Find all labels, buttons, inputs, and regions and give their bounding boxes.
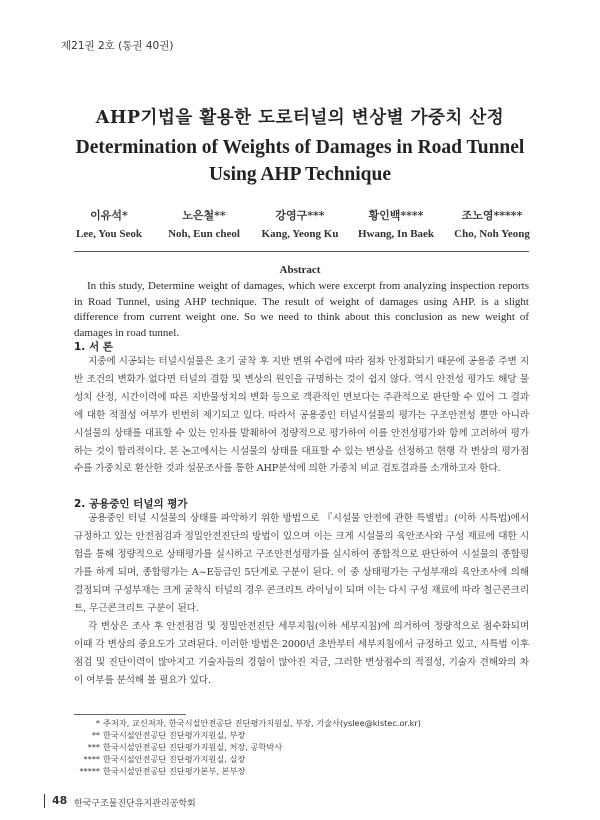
author-2	[154, 207, 254, 240]
volume-header: 제21권 2호 (통권 40권)	[61, 40, 174, 52]
author-5	[442, 207, 542, 240]
header-divider	[74, 251, 529, 252]
author-korean-name: 노은철**	[182, 209, 226, 222]
footnote-mark: *	[95, 718, 100, 728]
author-english-name: Kang, Yeong Ku	[261, 228, 339, 240]
footnote-mark: ****	[83, 754, 100, 764]
korean-title: AHP기법을 활용한 도로터널의 변상별 가중치 산정	[95, 108, 505, 128]
page-number: 48	[52, 794, 68, 807]
english-title-line-2: Using AHP Technique	[208, 164, 392, 185]
footnote-text: 주저자, 교신저자, 한국시설안전공단 진단평가지원실, 부장, 기술사(yslee@kistec.or.kr)	[103, 718, 421, 728]
footnote-2	[74, 730, 245, 741]
author-english-name: Cho, Noh Yeong	[454, 228, 530, 240]
footnote-3	[74, 742, 282, 753]
english-title-line-1: Determination of Weights of Damages in Road Tunnel	[75, 137, 525, 158]
author-3	[250, 207, 350, 240]
section-1-heading: 1. 서 론	[74, 341, 113, 353]
footnote-mark: **	[91, 730, 100, 740]
section-2-paragraph-2: 각 변상은 조사 후 안전점검 및 정밀안전진단 세부지침(이하 세부지침)에 의거하여 정량적으로 점수화되며 이때 각 변상의 중요도가 고려된다. 이러한 방법은 2000년 초반부터 세부지침에서 규정하고 있고, 시특법 이후 점검 및 진단이력이 많아지고 기술자들의 경험이 많아진 지금, 그러한 변상점수의 적절성, 기술자 견해와의 차이 여부를 분석해 볼 필요가 있다.	[74, 621, 529, 686]
author-korean-name: 황인백****	[368, 209, 424, 222]
author-korean-name: 이유석*	[90, 209, 128, 222]
english-title	[0, 134, 600, 188]
author-english-name: Lee, You Seok	[76, 228, 142, 240]
footnote-text: 한국시설안전공단 진단평가지원실, 실장	[103, 754, 246, 764]
author-korean-name: 강영구***	[275, 209, 325, 222]
page-number-bar	[44, 794, 45, 808]
footnote-mark: *****	[79, 766, 100, 776]
journal-name: 한국구조물진단유지관리공학회	[74, 799, 196, 809]
abstract-heading: Abstract	[279, 264, 321, 276]
author-4	[346, 207, 446, 240]
footnote-text: 한국시설안전공단 진단평가본부, 본부장	[103, 766, 246, 776]
footnote-5	[74, 766, 245, 777]
footnote-mark: ***	[87, 742, 100, 752]
author-1	[59, 207, 159, 240]
footnote-text: 한국시설안전공단 진단평가지원실, 처장, 공학박사	[103, 742, 283, 752]
author-english-name: Noh, Eun cheol	[168, 228, 240, 240]
footnote-divider	[74, 714, 186, 715]
author-korean-name: 조노영*****	[461, 209, 523, 222]
section-1-paragraph: 지중에 시공되는 터널시설물은 초기 굴착 후 지반 변위 수렴에 따라 점차 안정화되기 때문에 공용중 주변 지반 조건의 변화가 없다면 터널의 결함 및 변상의 원인을 규명하는 것이 쉽지 않다. 역시 안전성 평가도 해당 물성치 산정, 시간이력에 따른 지반물성치의 변화 등으로 객관적인 면보다는 주관적으로 판단할 수 있어 그 결과에 대한 적절성 여부가 빈번히 제기되고 있다. 따라서 공용중인 터널시설물의 평가는 구조안전성 뿐만 아니라 시설물의 상태를 대표할 수 있는 인자를 발췌하여 정량적으로 평가하여 이를 안전성평가와 함께 고려하여 평가하는 것이 합리적이다. 본 논고에서는 시설물의 상태를 대표할 수 있는 변상을 선정하고 현행 각 변상의 평가점수를 가중치로 환산한 것과 설문조사를 통한 AHP분석에 의한 가중치 비교 검토결과를 소개하고자 한다.	[74, 356, 529, 475]
footnote-4	[74, 754, 245, 765]
section-2-paragraph-1: 공용중인 터널 시설물의 상태를 파악하기 위한 방법으로 『시설물 안전에 관한 특별법』(이하 시특법)에서 규정하고 있는 안전점검과 정밀안전진단의 방법이 있으며 이는 크게 시설물의 육안조사와 구성 재료에 대한 시험을 통해 정량적으로 상태평가를 실시하고 구조안전성평가를 실시하여 종합적으로 판단하여 시설물의 종합평가를 하게 되며, 종합평가는 A~E등급인 5단계로 구분이 된다. 이 중 상태평가는 구성부재의 육안조사에 의해 결정되며 구성부재는 크게 굴착식 터널의 경우 콘크리트 라이닝이 되며 이는 다시 구성 재료에 따라 철근콘크리트, 무근콘크리트 구분이 된다.	[74, 513, 529, 614]
author-english-name: Hwang, In Baek	[357, 228, 435, 240]
footnote-1	[74, 718, 421, 729]
footnote-text: 한국시설안전공단 진단평가지원실, 부장	[103, 730, 246, 740]
section-2-heading: 2. 공용중인 터널의 평가	[74, 498, 188, 510]
abstract-body: In this study, Determine weight of damages, which were excerpt from analyzing inspection reports in Road Tunnel, using AHP technique. The result of weight of damages using AHP. is a slight difference from current weight one. So we need to think about this conclusion as new weight of damages in road tunnel.	[74, 280, 529, 339]
